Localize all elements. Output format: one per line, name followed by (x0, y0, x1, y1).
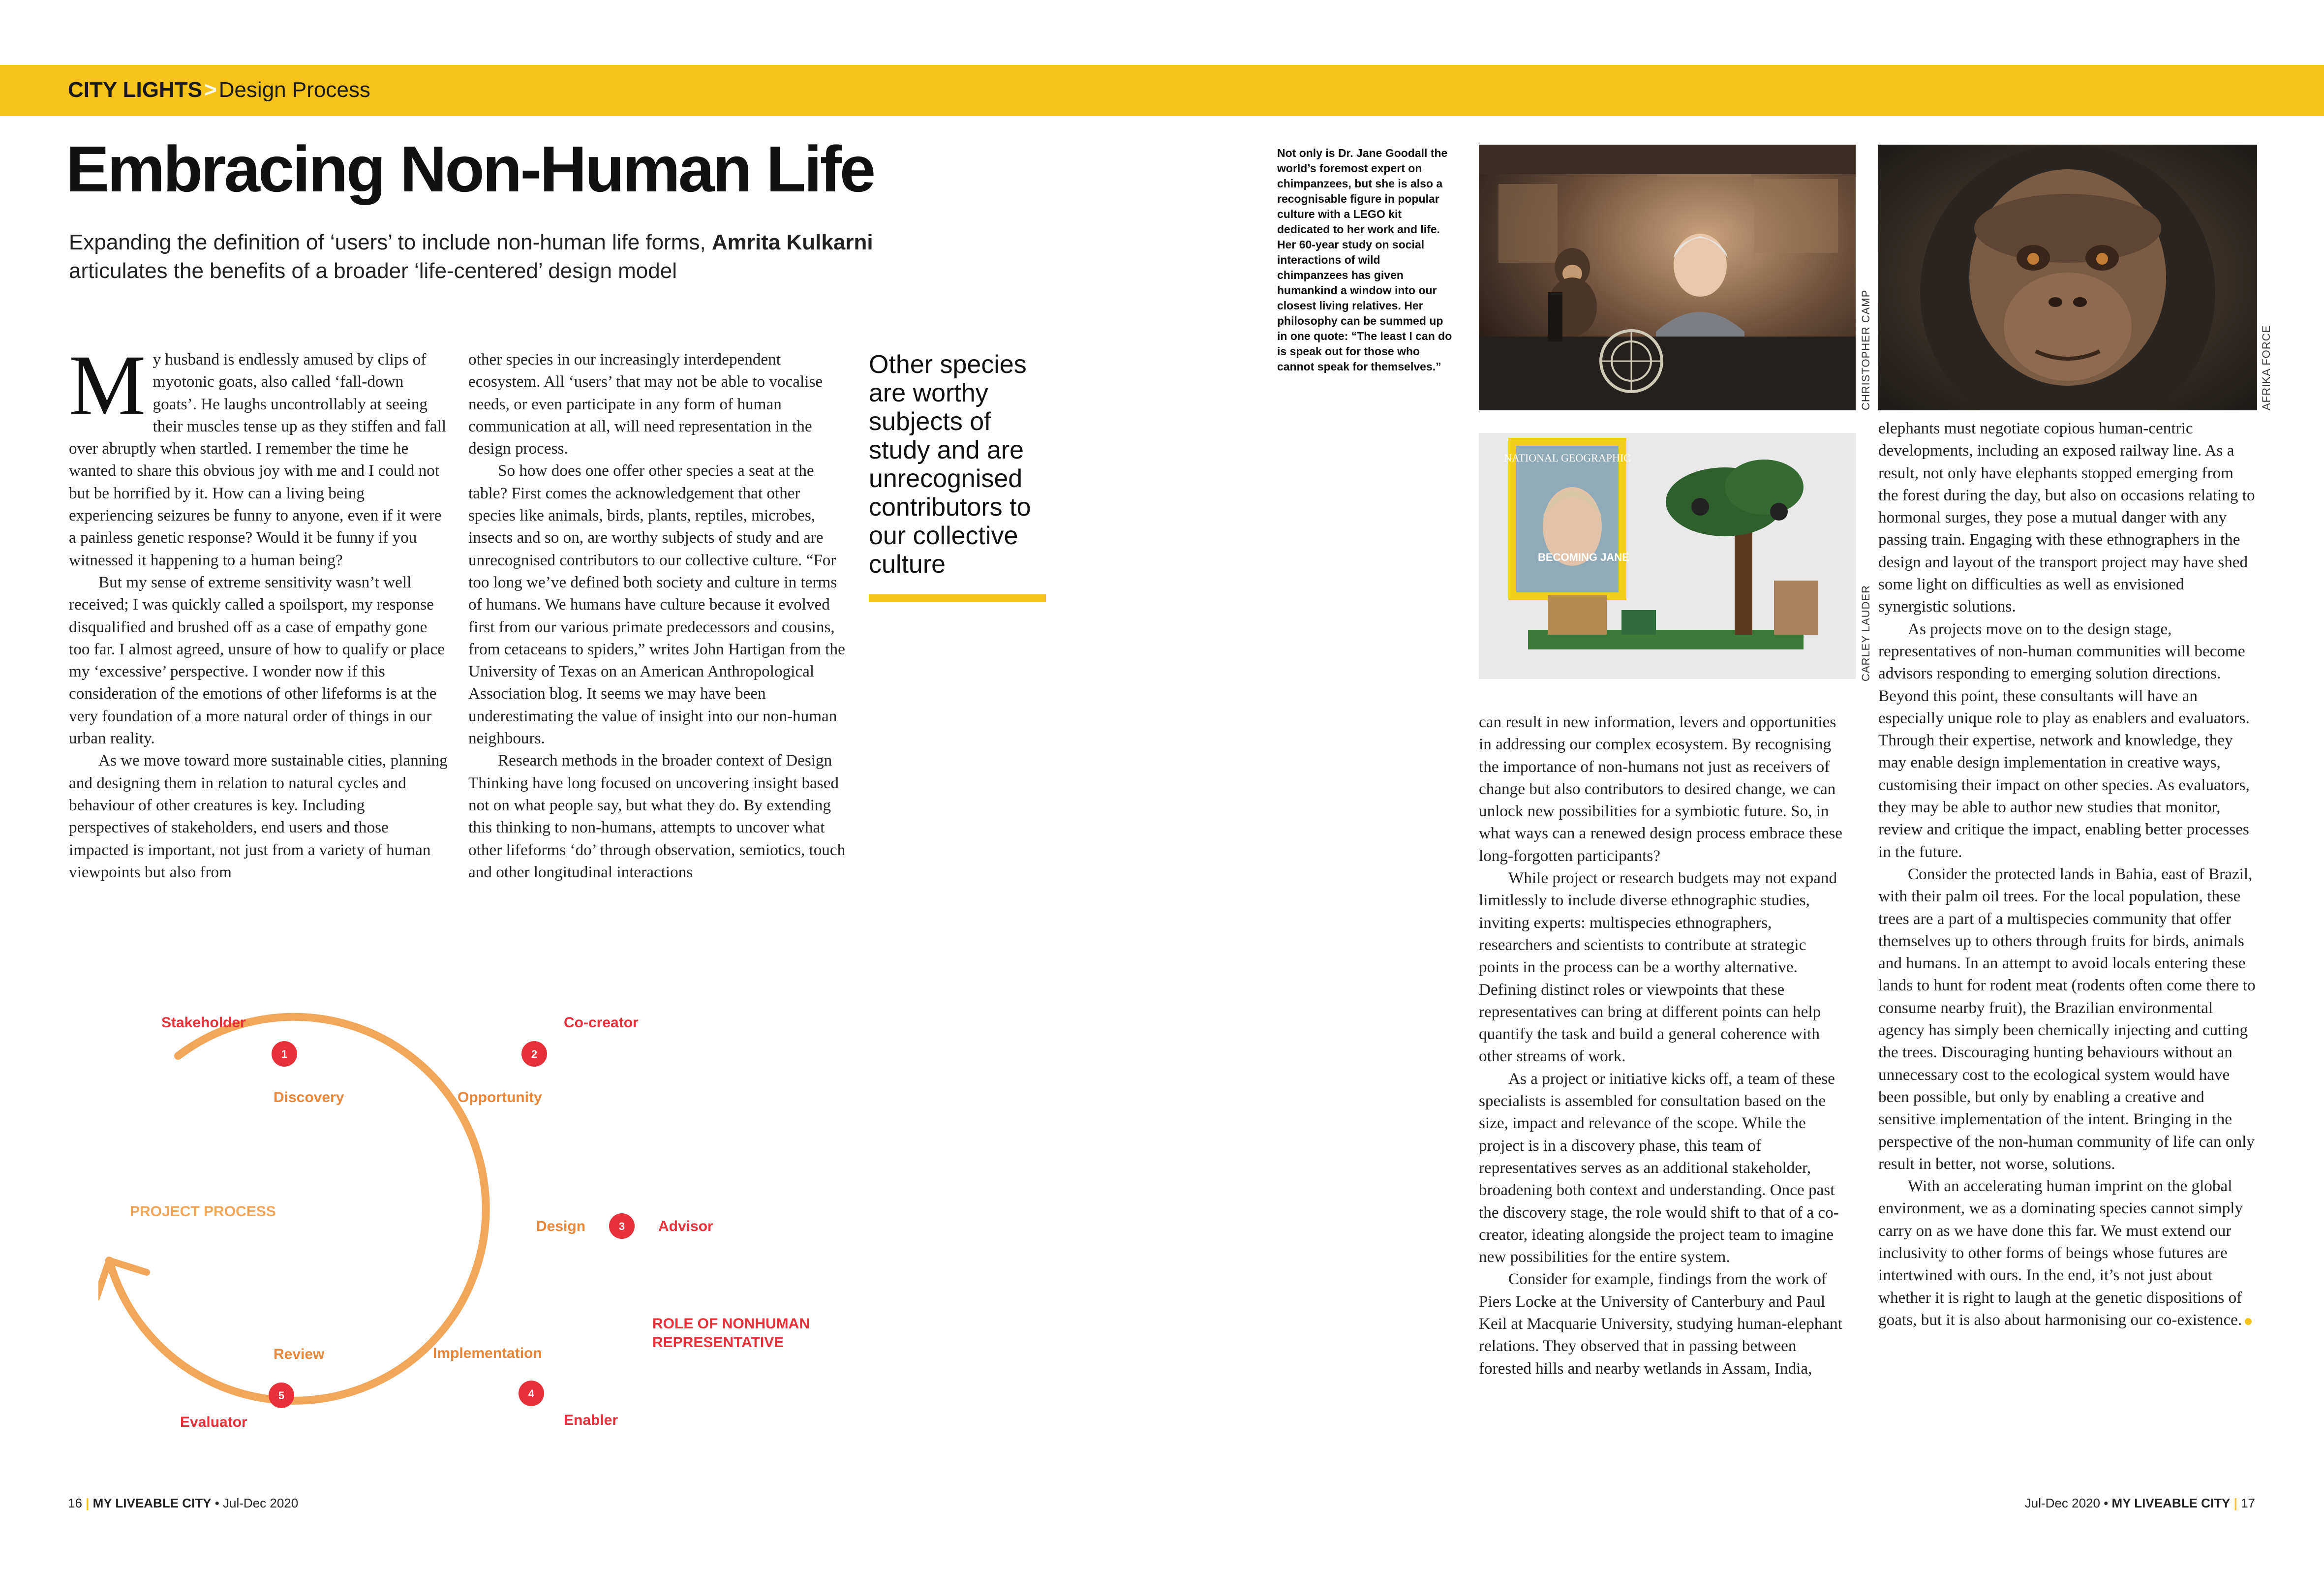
process-node-3 (536, 1213, 713, 1239)
paragraph: As projects move on to the design stage, representatives of non-human communities will become advisors responding to emerging solution directions. Beyond this point, these consultants will have an especially unique role to play as enablers and evaluators. Through their expertise, network and knowledge, they may enable design implementation in creative ways, customising their impact on other species. As evaluators, they may be able to author new studies that monitor, review and critique the impact, enabling better processes in the future. (1878, 619, 2250, 861)
svg-text:1: 1 (281, 1048, 288, 1060)
goodall-podium-photo (1479, 145, 1856, 410)
role-title-line-1: ROLE OF NONHUMAN (652, 1316, 810, 1332)
footer-right: Jul-Dec 2020 • MY LIVEABLE CITY | 17 (2024, 1496, 2255, 1510)
photo-credit-lego: CARLEY LAUDER (1860, 585, 1872, 681)
paragraph: So how does one offer other species a seat at the table? First comes the acknowledgement that other species like animals, birds, plants, reptiles, microbes, insects and so on, are worthy subjects of study and are unrecognised contributors to our collective culture. “For too long we’ve defined both society and culture in terms of humans. We humans have culture because it evolved first from our various primate predecessors and cousins, from cetaceans to spiders,” writes John Hartigan from the University of Texas on an American Anthropological Association blog. It seems we may have been underestimating the value of insight into our non-human neighbours. (468, 461, 845, 748)
paragraph: With an accelerating human imprint on the global environment, we as a dominating species cannot simply carry on as we have done this far. We must extend our inclusivity to other forms of beings whose futures are intertwined with ours. In the end, it’s not just about whether it is right to laugh at the genetic dispositions of goats, but it is also about harmonising our co-existence. (1878, 1175, 2257, 1331)
paragraph: But my sense of extreme sensitivity wasn’t well received; I was quickly called a spoilsport, my response disqualified and brushed off as a case of empathy gone too far. I almost agreed, unsure of how to qualify or place my ‘excessive’ perspective. I wonder now if this consideration of the emotions of other lifeforms is at the very foundation of a more natural order of things in our urban reality. (69, 573, 445, 748)
role-label: Stakeholder (161, 1015, 246, 1031)
paragraph: Consider the protected lands in Bahia, east of Brazil, with their palm oil trees. For the local population, these trees are a part of a multispecies community that offer themselves up to others through fruits for birds, animals and humans. In an attempt to avoid locals entering these lands to hunt for rodent meat (rodents often come there to consume nearby fruit), the Brazilian environmental agency has simply been chemically injecting and cutting the trees. Discouraging hunting behaviours without an unnecessary cost to the ecological system would have been possible, but only by enabling a creative and sensitive implementation of the intent. Bringing in the perspective of the non-human community of life can only result in better, not worse, solutions. (1878, 864, 2256, 1173)
svg-text:2: 2 (531, 1048, 538, 1060)
magazine-cover-line: BECOMING JANE (1538, 551, 1629, 563)
paragraph: can result in new information, levers and opportunities in addressing our complex ecosystem. By recognising the importance of non-humans not just as receivers of change but also contributors to desired change, we can unlock new possibilities for a symbiotic future. So, in what ways can a renewed design process embrace these long-forgotten participants? (1479, 713, 1843, 865)
magazine-name-right: MY LIVEABLE CITY (2111, 1496, 2231, 1510)
footer-left: 16 | MY LIVEABLE CITY • Jul-Dec 2020 (68, 1496, 299, 1510)
pull-quote: Other species are worthy subjects of study and are unrecognised contributors to our collective culture (869, 350, 1031, 579)
paragraph: other species in our increasingly interdependent ecosystem. All ‘users’ that may not be able to vocalise needs, or even participate in any form of human communication at all, will need representation in the design process. (468, 350, 823, 458)
role-title-line-2: REPRESENTATIVE (652, 1334, 784, 1351)
body-column-2 (468, 348, 847, 883)
paragraph: While project or research budgets may not expand limitlessly to include diverse ethnographic studies, inviting experts: multispecies ethnographers, researchers and scientists to contribute at strategic points in the process can be a worthy alternative. Defining distinct roles or viewpoints that these representatives can bring at different points can help quantify the task and build a general coherence with other streams of work. (1479, 869, 1837, 1066)
svg-text:5: 5 (278, 1389, 285, 1402)
process-node-2 (458, 1015, 639, 1106)
role-label: Advisor (658, 1218, 713, 1234)
stage-label: Discovery (274, 1089, 344, 1106)
photo-credit-goodall: CHRISTOPHER CAMP (1860, 289, 1872, 410)
stage-label: Implementation (433, 1345, 542, 1361)
paragraph: My husband is endlessly amused by clips of myotonic goats, also called ‘fall-down goats’. He laughs uncontrollably at seeing their muscles tense up as they stiffen and fall over abruptly when startled. I remember the time he wanted to share this obvious joy with me and I could not but be horrified by it. How can a living being experiencing seizures be funny to anyone, even if it were a painless genetic response? Would it be funny if you witnessed it happening to a human being? (69, 338, 447, 569)
paragraph: Consider for example, findings from the work of Piers Locke at the University of Canterbury and Paul Keil at Macquarie University, studying human-elephant relations. They observed that in passing between forested hills and nearby wetlands in Assam, India, (1479, 1270, 1842, 1378)
photo-caption: Not only is Dr. Jane Goodall the world’s foremost expert on chimpanzees, but she is also a recognisable figure in popular culture with a LEGO kit dedicated to her work and life. Her 60-year study on social interactions of wild chimpanzees has given humankind a window into our closest living relatives. Her philosophy can be summed up in one quote: “The least I can do is speak out for those who cannot speak for themselves.” (1277, 147, 1452, 373)
page-number-right: 17 (2241, 1496, 2255, 1510)
magazine-name-left: MY LIVEABLE CITY (92, 1496, 212, 1510)
page-number-left: 16 (68, 1496, 82, 1510)
body-column-1 (69, 338, 448, 883)
svg-text:4: 4 (528, 1387, 535, 1400)
article-deck (69, 228, 935, 285)
svg-text:3: 3 (618, 1220, 625, 1232)
subsection-name: Design Process (218, 78, 370, 102)
body-column-4 (1878, 417, 2257, 1331)
section-header (68, 74, 370, 106)
section-name: CITY LIGHTS (68, 78, 202, 102)
process-node-5 (180, 1346, 325, 1430)
paragraph: elephants must negotiate copious human-centric developments, including an exposed railway line. As a result, not only have elephants stopped emerging from the forest during the day, but also on occasions relating to hormonal surges, they pose a mutual danger with any passing train. Engaging with these ethnographers in the design and layout of the transport project may have shed some light on difficulties as well as envisioned synergistic solutions. (1878, 419, 2255, 616)
project-process-label: PROJECT PROCESS (130, 1203, 276, 1220)
photo-credit-chimp: AFRIKA FORCE (2260, 325, 2272, 410)
role-label: Evaluator (180, 1414, 247, 1430)
pull-quote-rule (869, 594, 1046, 602)
end-mark-icon (2245, 1318, 2252, 1325)
chimpanzee-photo (1878, 145, 2257, 410)
process-node-4 (433, 1345, 618, 1428)
role-label: Co-creator (564, 1015, 639, 1031)
deck-tail: articulates the benefits of a broader ‘life-centered’ design model (69, 259, 677, 283)
deck-lead: Expanding the definition of ‘users’ to include non-human life forms, (69, 230, 712, 254)
issue-date-left: Jul-Dec 2020 (223, 1496, 299, 1510)
stage-label: Design (536, 1218, 586, 1234)
issue-date-right: Jul-Dec 2020 (2024, 1496, 2100, 1510)
process-node-1 (161, 1015, 344, 1106)
magazine-masthead: NATIONAL GEOGRAPHIC (1504, 452, 1631, 464)
role-label: Enabler (564, 1412, 618, 1428)
author-name: Amrita Kulkarni (711, 230, 873, 254)
stage-label: Opportunity (458, 1089, 542, 1106)
project-process-diagram (98, 984, 817, 1446)
paragraph: As we move toward more sustainable cities, planning and designing them in relation to natural cycles and behaviour of other creatures is key. Including perspectives of stakeholders, end users and those impacted is important, not just from a variety of human viewpoints but also from (69, 751, 448, 881)
article-title: Embracing Non-Human Life (66, 133, 874, 205)
stage-label: Review (274, 1346, 325, 1362)
paragraph: Research methods in the broader context of Design Thinking have long focused on uncovering insight based not on what people say, but what they do. By extending this thinking to non-humans, attempts to uncover what other lifeforms ‘do’ through observation, semiotics, touch and other longitudinal interactions (468, 751, 846, 881)
breadcrumb-separator: > (204, 78, 217, 102)
drop-cap: M (69, 338, 146, 433)
lego-kit-photo (1479, 433, 1856, 679)
paragraph: As a project or initiative kicks off, a team of these specialists is assembled for consultation based on the size, impact and relevance of the scope. While the project is in a discovery phase, this team of representatives serves as an additional stakeholder, broadening both context and understanding. Once past the discovery stage, the role would shift to that of a co-creator, ideating alongside the project team to imagine new possibilities for the entire system. (1479, 1069, 1839, 1266)
body-column-3 (1479, 711, 1848, 1380)
